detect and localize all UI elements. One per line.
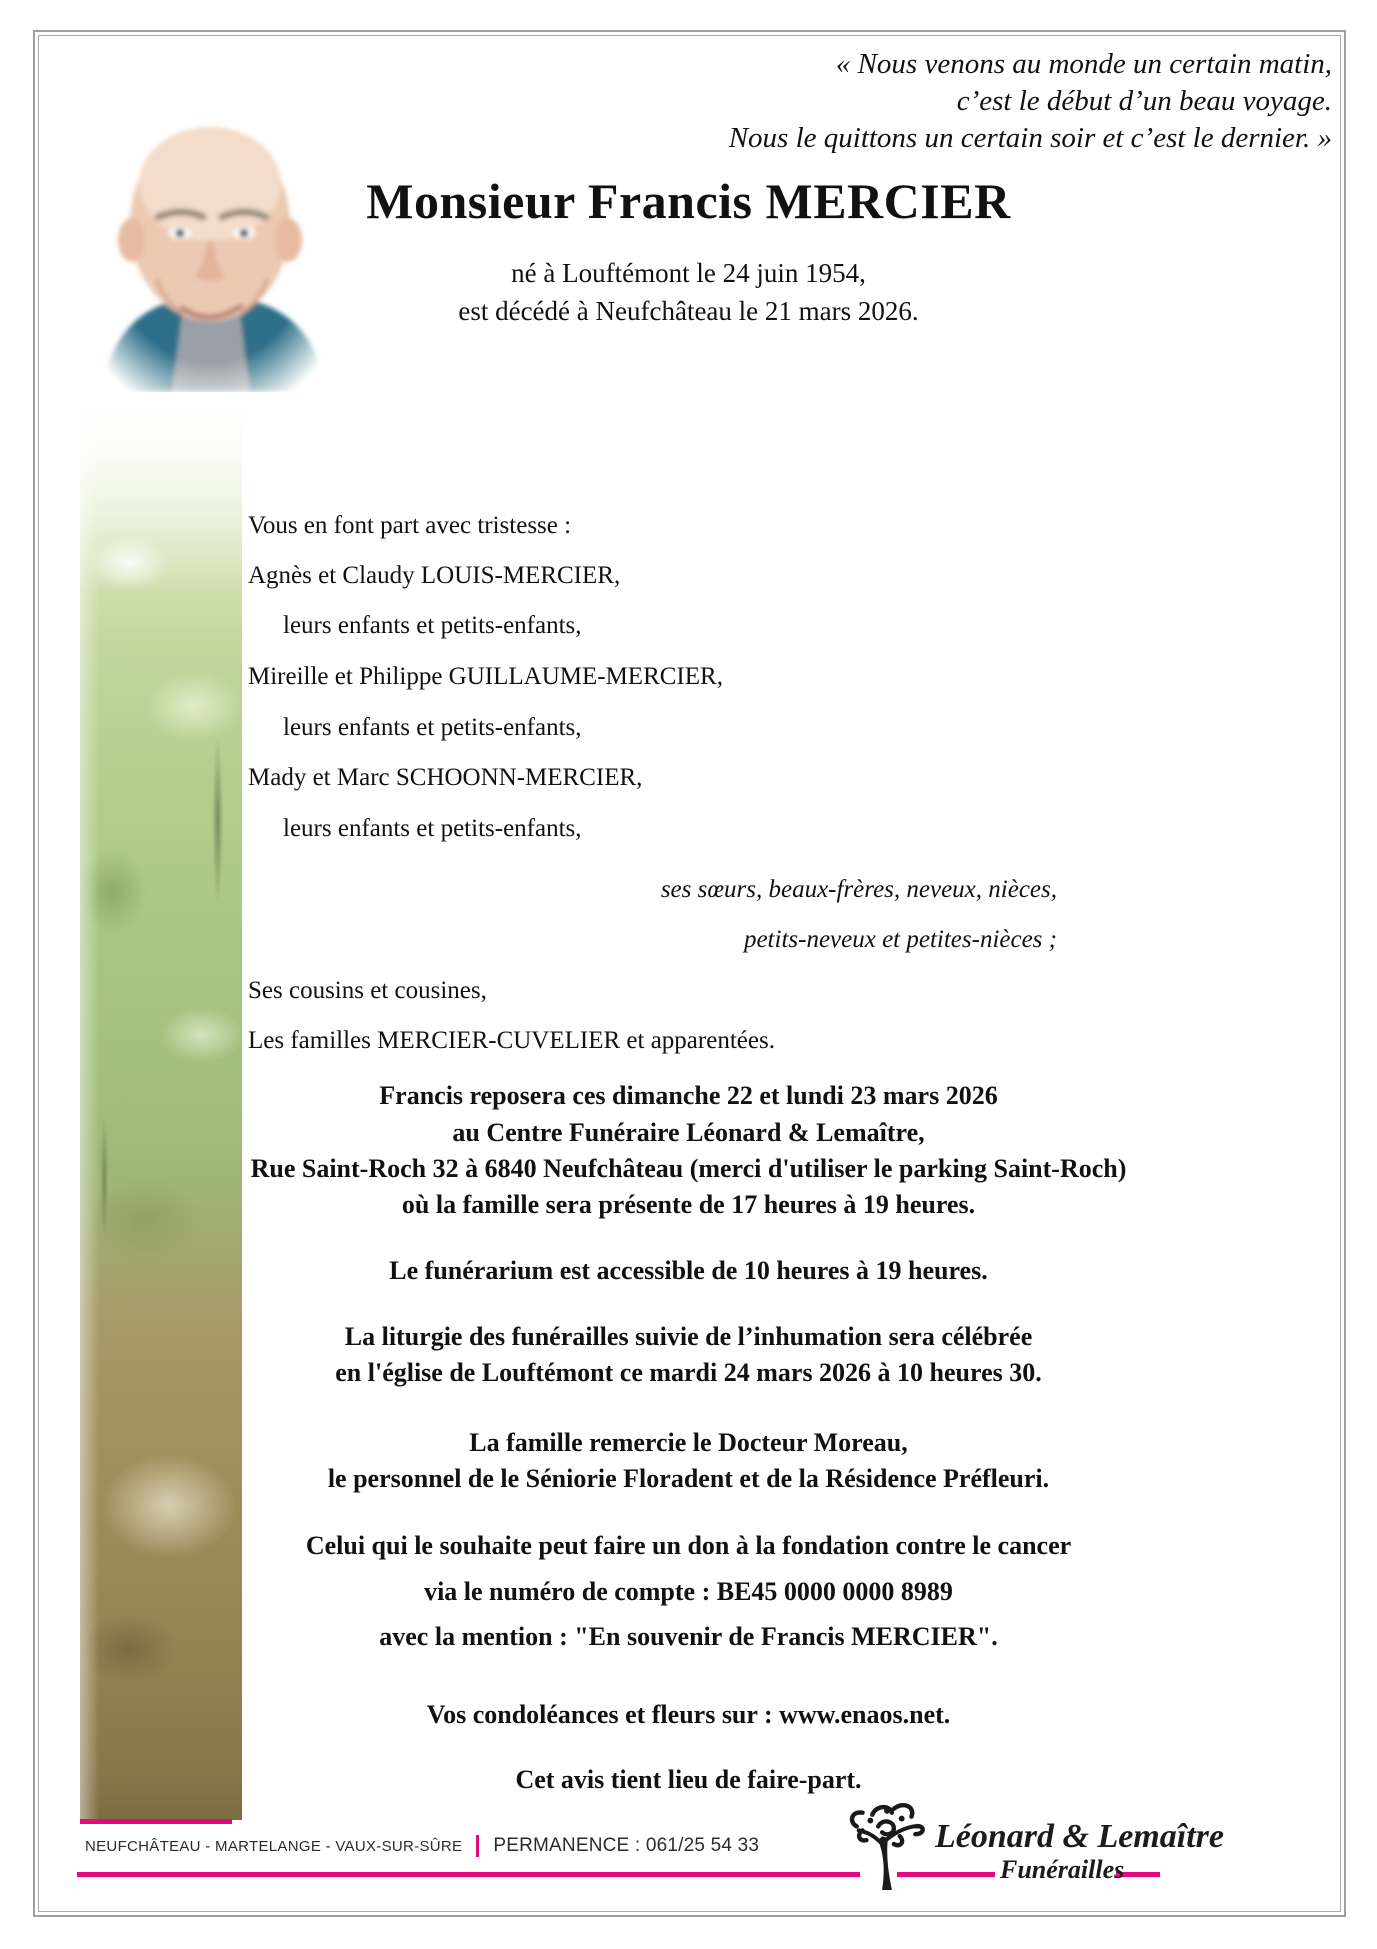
quote-line: « Nous venons au monde un certain matin, [835, 48, 1332, 80]
condolences-line: Vos condoléances et fleurs sur : www.enaos.net. [426, 1700, 951, 1729]
death-line: est décédé à Neufchâteau le 21 mars 2026. [458, 296, 919, 326]
intro-line: Vous en font part avec tristesse : [248, 512, 572, 539]
photo-accent-rule [80, 1819, 232, 1824]
repose-line: au Centre Funéraire Léonard & Lemaître, [452, 1118, 925, 1147]
deceased-name: Monsieur Francis MERCIER [366, 173, 1011, 229]
liturgy-line: La liturgie des funérailles suivie de l’inhumation sera célébrée [344, 1322, 1033, 1351]
brand-subtitle: Funérailles [1000, 1855, 1125, 1884]
donation-account-line: via le numéro de compte : BE45 0000 0000 8989 [424, 1577, 953, 1606]
repose-line: Rue Saint-Roch 32 à 6840 Neufchâteau (merci d'utiliser le parking Saint-Roch) [250, 1154, 1127, 1183]
brand-name: Léonard & Lemaître [935, 1818, 1224, 1855]
thanks-line: La famille remercie le Docteur Moreau, [469, 1428, 908, 1457]
footer-permanence: PERMANENCE : 061/25 54 33 [493, 1835, 760, 1856]
portrait-photo [88, 90, 333, 392]
family-names: Mireille et Philippe GUILLAUME-MERCIER, [248, 663, 723, 690]
footer-locations: NEUFCHÂTEAU - MARTELANGE - VAUX-SUR-SÛRE [85, 1837, 463, 1855]
funerarium-line: Le funérarium est accessible de 10 heures à 19 heures. [389, 1256, 988, 1285]
liturgy-line: en l'église de Louftémont ce mardi 24 mars 2026 à 10 heures 30. [335, 1358, 1042, 1387]
family-sub: leurs enfants et petits-enfants, [283, 612, 582, 639]
quote-line: Nous le quittons un certain soir et c’est le dernier. » [728, 122, 1332, 154]
quote-line: c’est le début d’un beau voyage. [956, 85, 1332, 117]
family-sub: leurs enfants et petits-enfants, [283, 815, 582, 842]
family-sub: leurs enfants et petits-enfants, [283, 714, 582, 741]
relatives-line: ses sœurs, beaux-frères, neveux, nièces, [660, 876, 1057, 903]
repose-line: où la famille sera présente de 17 heures à 19 heures. [401, 1190, 976, 1219]
families-line: Les familles MERCIER-CUVELIER et apparentées. [248, 1027, 775, 1054]
birth-line: né à Louftémont le 24 juin 1954, [511, 258, 866, 288]
repose-line: Francis reposera ces dimanche 22 et lundi 23 mars 2026 [379, 1081, 998, 1110]
opening-quote [729, 46, 1332, 157]
donation-mention-line: avec la mention : "En souvenir de Francis MERCIER". [379, 1622, 998, 1651]
footer-contact [85, 1835, 759, 1857]
footer-separator-bar [476, 1835, 479, 1857]
thanks-line: le personnel de le Séniorie Floradent et de la Résidence Préfleuri. [327, 1464, 1050, 1493]
family-names: Agnès et Claudy LOUIS-MERCIER, [248, 562, 621, 589]
notice-line: Cet avis tient lieu de faire-part. [515, 1765, 862, 1794]
footer-accent-rule [77, 1872, 860, 1877]
family-names: Mady et Marc SCHOONN-MERCIER, [248, 764, 643, 791]
donation-line: Celui qui le souhaite peut faire un don à la fondation contre le cancer [305, 1531, 1072, 1560]
tree-icon [843, 1796, 931, 1892]
cousins-line: Ses cousins et cousines, [248, 977, 487, 1004]
relatives-line: petits-neveux et petites-nièces ; [743, 926, 1057, 953]
